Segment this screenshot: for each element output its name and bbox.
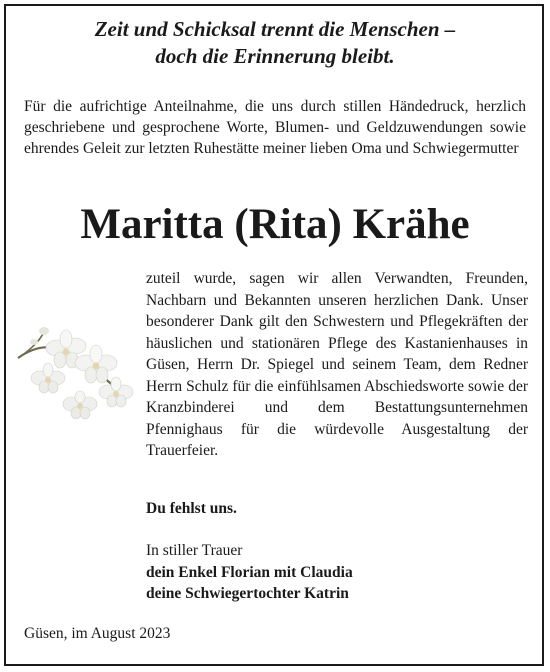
closing-line: Du fehlst uns. [146, 500, 237, 517]
mourner-line-1: dein Enkel Florian mit Claudia [146, 563, 353, 581]
place-date: Güsen, im August 2023 [24, 625, 171, 642]
mourners-block [146, 540, 353, 605]
intro-paragraph: Für die aufrichtige Anteilnahme, die uns durch stillen Händedruck, herzlich geschriebene und gesprochene Worte, Blumen- und Geldzuwendungen sowie ehrendes Geleit zur letzten Ruhestätte meiner lieben Oma und Schwiegermutter [24, 98, 526, 157]
mourner-line-2: deine Schwiegertochter Katrin [146, 585, 349, 602]
motto-line-1: Zeit und Schicksal trennt die Menschen – [94, 17, 456, 41]
motto [0, 16, 550, 70]
motto-line-2: doch die Erinnerung bleibt. [155, 44, 395, 68]
deceased-name: Maritta (Rita) Krähe [80, 201, 470, 248]
orchid-icon [14, 318, 139, 423]
thanks-paragraph: zuteil wurde, sagen wir allen Verwandten, Freunden, Nachbarn und Bekannten unseren herzlichen Dank. Unser besonderer Dank gilt den Schwestern und Pflegekräften der häuslichen und stationären Pflege des Kastanienhauses in Güsen, Herrn Dr. Spiegel und seinem Team, dem Redner Herrn Schulz für die einfühlsamen Abschiedsworte sowie der Kranzbinderei und dem Bestattungsunternehmen Pfennighaus für die würdevolle Ausgestaltung der Trauerfeier. [146, 270, 528, 459]
mourners-intro: In stiller Trauer [146, 542, 243, 559]
